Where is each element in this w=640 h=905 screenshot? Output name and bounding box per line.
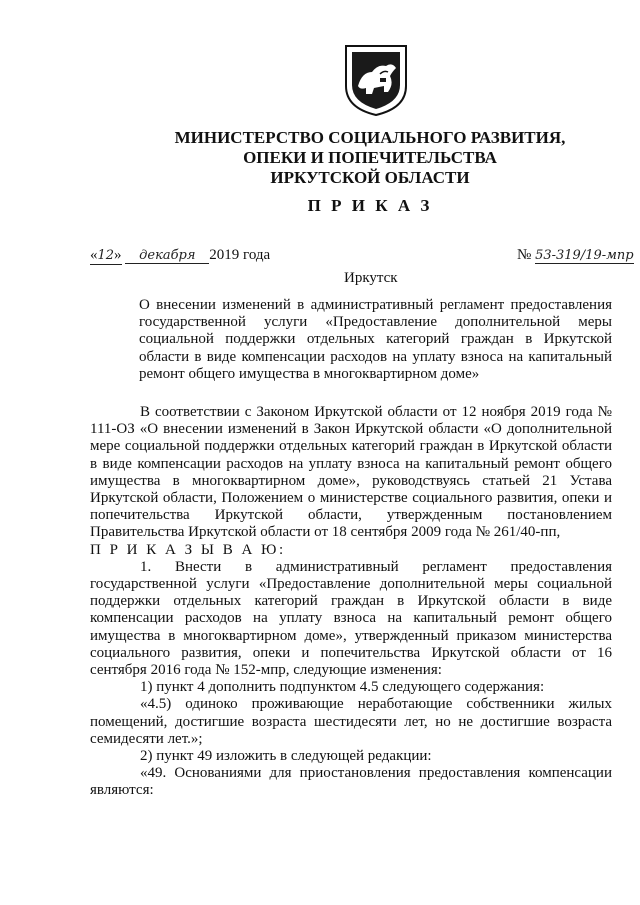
ministry-line-3: ИРКУТСКОЙ ОБЛАСТИ — [270, 168, 470, 187]
date-day: 12 — [97, 248, 115, 263]
directive: П Р И К А З Ы В А Ю: — [90, 541, 286, 558]
date-month: декабря — [125, 248, 209, 264]
date-year: 2019 года — [209, 247, 271, 263]
date-open-quote: « — [90, 247, 98, 263]
sub-item-2: 2) пункт 49 изложить в следующей редакции: — [140, 748, 432, 765]
sub-item-2-text: «49. Основаниями для приостановления предоставления компенсации являются: — [90, 765, 612, 799]
order-subject: О внесении изменений в административный регламент предоставления государственной услуги «Предоставление дополнительной меры социальной поддержки отдельных категорий граждан в Иркутской области в виде компенсации расходов на уплату взноса на капитальный ремонт общего имущества в многоквартирном доме» — [139, 297, 612, 382]
number-prefix: № — [517, 247, 532, 263]
document-type: П Р И К А З — [307, 196, 433, 215]
date-day-field — [90, 247, 122, 265]
number-value: 53-319/19-мпр — [535, 248, 634, 263]
coat-of-arms-emblem — [340, 42, 412, 118]
ministry-line-2: ОПЕКИ И ПОПЕЧИТЕЛЬСТВА — [243, 148, 497, 167]
irkutsk-coat-of-arms-icon — [340, 42, 412, 118]
item-1-paragraph: 1. Внести в административный регламент предоставления государственной услуги «Предоставление дополнительной меры социальной поддержки отдельных категорий граждан в Иркутской области в виде компенсации расходов на уплату взноса на капитальный ремонт общего имущества в многоквартирном доме», утвержденный приказом министерства социального развития, опеки и попечительства Иркутской области от 16 сентября 2016 года № 152-мпр, следующие изменения: — [90, 558, 612, 679]
order-date — [90, 247, 270, 265]
sub-item-1-text: «4.5) одиноко проживающие неработающие собственники жилых помещений, достигшие возраста шестидесяти лет, но не достигшие возраста семидесяти лет.»; — [90, 696, 612, 747]
city: Иркутск — [344, 270, 398, 286]
sub-item-1: 1) пункт 4 дополнить подпунктом 4.5 следующего содержания: — [140, 679, 545, 696]
order-body — [90, 404, 612, 800]
order-number — [517, 247, 634, 264]
preamble-paragraph: В соответствии с Законом Иркутской области от 12 ноября 2019 года № 111-ОЗ «О внесении изменений в Закон Иркутской области «О дополнительной мере социальной поддержки отдельных категорий граждан в Иркутской области в виде компенсации расходов на уплату взноса на капитальный ремонт общего имущества в многоквартирном доме», руководствуясь статьей 21 Устава Иркутской области, Положением о министерстве социального развития, опеки и попечительства Иркутской области, утвержденным постановлением Правительства Иркутской области от 18 сентября 2009 года № 261/40-пп, — [90, 404, 612, 541]
ministry-name — [160, 128, 580, 188]
ministry-line-1: МИНИСТЕРСТВО СОЦИАЛЬНОГО РАЗВИТИЯ, — [174, 128, 566, 147]
date-close-quote: » — [114, 247, 122, 263]
